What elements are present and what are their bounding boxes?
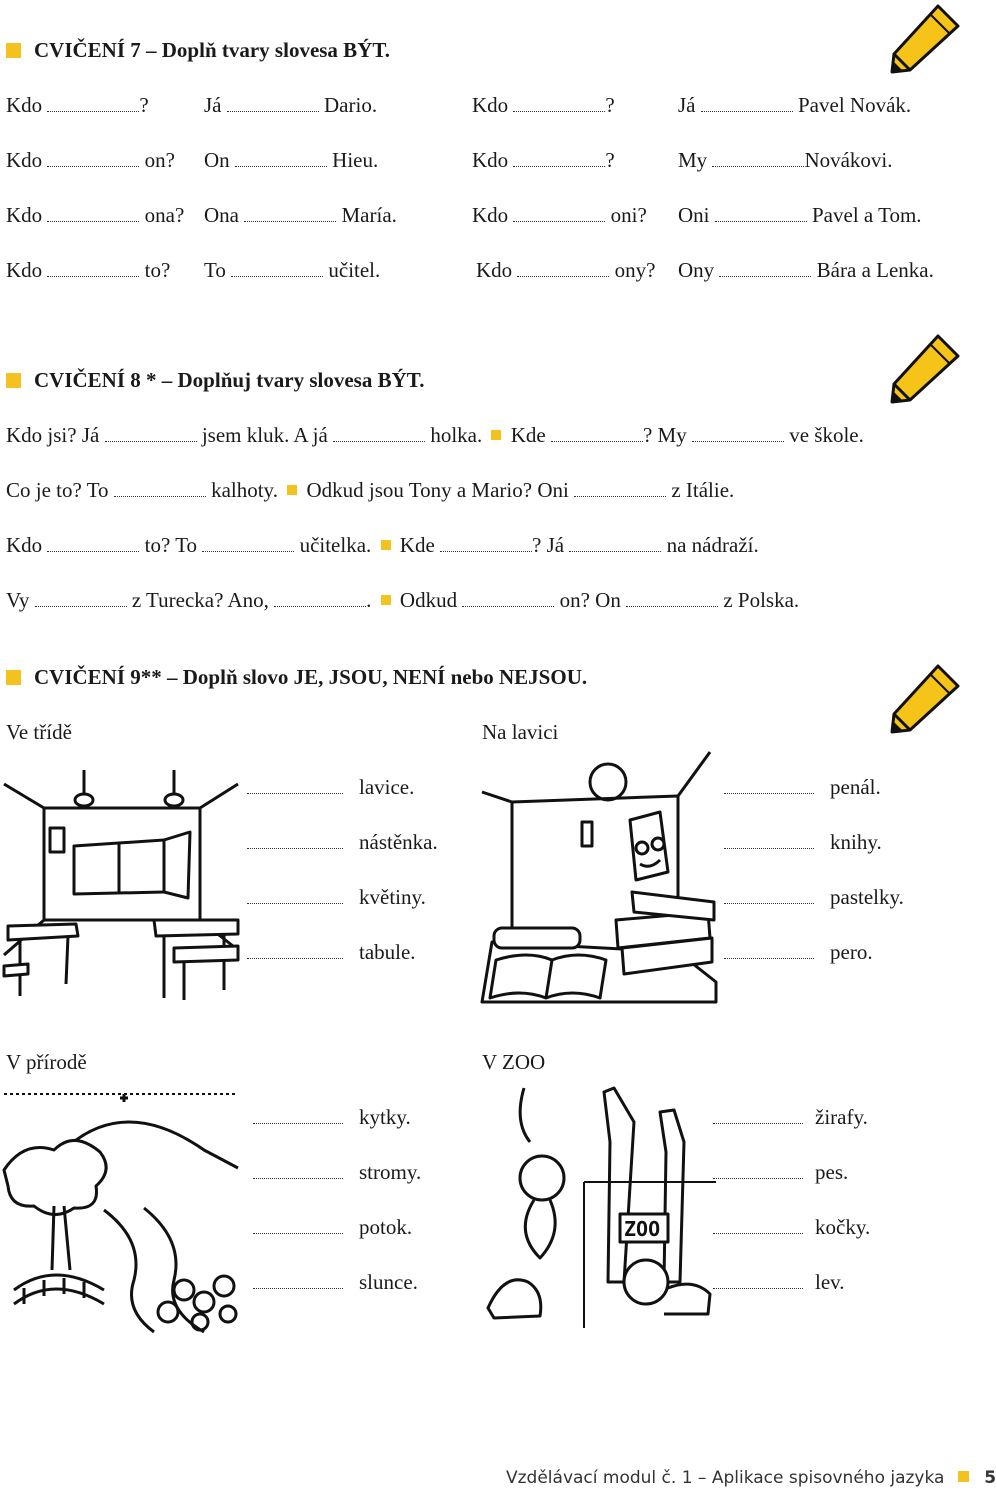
ex7-right-row-3: Kdo oni? — [472, 203, 647, 227]
section-marker — [6, 43, 21, 58]
desk-item-4 — [724, 939, 814, 965]
zoo-item-1 — [713, 1104, 803, 1130]
answer-blank[interactable] — [724, 779, 814, 794]
zoo-item-4 — [713, 1269, 803, 1295]
ex7-left-row-2-answer: On Hieu. — [204, 148, 379, 172]
answer-blank[interactable] — [253, 1164, 343, 1179]
footer-text: Vzdělávací modul č. 1 – Aplikace spisovného jazyka — [506, 1468, 945, 1488]
answer-blank[interactable] — [231, 262, 323, 277]
ex7-left-row-3: Kdo ona? — [6, 203, 185, 227]
nature-illustration — [4, 1090, 238, 1332]
ex8-line-1: Kdo jsi? Já jsem kluk. A já holka. Kde ? My ve škole. — [6, 423, 864, 447]
answer-blank[interactable] — [247, 779, 343, 794]
ex7-left-row-2: Kdo on? — [6, 148, 175, 172]
answer-blank[interactable] — [253, 1219, 343, 1234]
ex7-right-row-2: Kdo ? — [472, 148, 615, 172]
answer-blank[interactable] — [724, 834, 814, 849]
classroom-illustration — [4, 770, 238, 1002]
zoo-word: pes. — [815, 1160, 849, 1184]
section-marker — [6, 670, 21, 685]
classroom-item-4 — [247, 939, 343, 965]
desk-word: pastelky. — [830, 885, 904, 909]
answer-blank[interactable] — [227, 97, 319, 112]
nature-item-1 — [253, 1104, 343, 1130]
zoo-sign: ZOO — [624, 1217, 661, 1241]
answer-blank[interactable] — [253, 1274, 343, 1289]
classroom-word: květiny. — [359, 885, 426, 909]
exercise-9-title: CVIČENÍ 9** – Doplň slovo JE, JSOU, NENÍ nebo NEJSOU. — [34, 665, 588, 689]
answer-blank[interactable] — [551, 427, 643, 442]
ex8-line-4: Vy z Turecka? Ano, . Odkud on? On z Polska. — [6, 588, 800, 612]
nature-word: stromy. — [359, 1160, 422, 1184]
ex7-left-row-1-answer: Já Dario. — [204, 93, 378, 117]
answer-blank[interactable] — [712, 152, 804, 167]
answer-blank[interactable] — [235, 152, 327, 167]
exercise-7-title: CVIČENÍ 7 – Doplň tvary slovesa BÝT. — [34, 38, 391, 62]
answer-blank[interactable] — [713, 1164, 803, 1179]
answer-blank[interactable] — [247, 889, 343, 904]
answer-blank[interactable] — [274, 592, 366, 607]
answer-blank[interactable] — [713, 1219, 803, 1234]
classroom-item-2 — [247, 829, 343, 855]
footer-marker — [958, 1471, 969, 1482]
classroom-item-1 — [247, 774, 343, 800]
answer-blank[interactable] — [574, 482, 666, 497]
section-marker — [6, 373, 21, 388]
heading-nature: V přírodě — [6, 1050, 87, 1074]
pencil-icon — [884, 332, 960, 404]
heading-zoo: V ZOO — [482, 1050, 546, 1074]
answer-blank[interactable] — [333, 427, 425, 442]
nature-item-3 — [253, 1214, 343, 1240]
answer-blank[interactable] — [692, 427, 784, 442]
ex7-right-row-3-answer: Oni Pavel a Tom. — [678, 203, 922, 227]
nature-word: potok. — [359, 1215, 413, 1239]
desk-item-3 — [724, 884, 814, 910]
answer-blank[interactable] — [253, 1109, 343, 1124]
answer-blank[interactable] — [569, 537, 661, 552]
page-number: 5 — [984, 1468, 996, 1488]
nature-item-4 — [253, 1269, 343, 1295]
answer-blank[interactable] — [626, 592, 718, 607]
desk-word: penál. — [830, 775, 881, 799]
ex7-left-row-4-answer: To učitel. — [204, 258, 381, 282]
answer-blank[interactable] — [713, 1109, 803, 1124]
ex8-line-2: Co je to? To kalhoty. Odkud jsou Tony a Mario? Oni z Itálie. — [6, 478, 735, 502]
answer-blank[interactable] — [440, 537, 532, 552]
ex8-line-3: Kdo to? To učitelka. Kde ? Já na nádraží. — [6, 533, 759, 557]
answer-blank[interactable] — [105, 427, 197, 442]
answer-blank[interactable] — [724, 889, 814, 904]
classroom-word: tabule. — [359, 940, 416, 964]
answer-blank[interactable] — [247, 944, 343, 959]
answer-blank[interactable] — [701, 97, 793, 112]
ex7-right-row-2-answer: My Novákovi. — [678, 148, 893, 172]
pencil-icon — [884, 2, 960, 74]
zoo-illustration — [484, 1082, 716, 1328]
zoo-word: žirafy. — [815, 1105, 868, 1129]
answer-blank[interactable] — [513, 97, 605, 112]
heading-desk: Na lavici — [482, 720, 559, 744]
desk-word: pero. — [830, 940, 873, 964]
ex7-right-row-4: Kdo ony? — [476, 258, 656, 282]
answer-blank[interactable] — [47, 262, 139, 277]
answer-blank[interactable] — [47, 207, 139, 222]
classroom-item-3 — [247, 884, 343, 910]
answer-blank[interactable] — [47, 537, 139, 552]
nature-word: kytky. — [359, 1105, 411, 1129]
answer-blank[interactable] — [713, 1274, 803, 1289]
zoo-item-3 — [713, 1214, 803, 1240]
classroom-word: nástěnka. — [359, 830, 438, 854]
answer-blank[interactable] — [35, 592, 127, 607]
classroom-word: lavice. — [359, 775, 415, 799]
answer-blank[interactable] — [517, 262, 609, 277]
ex7-left-row-4: Kdo to? — [6, 258, 171, 282]
ex7-right-row-1-answer: Já Pavel Novák. — [678, 93, 912, 117]
answer-blank[interactable] — [719, 262, 811, 277]
answer-blank[interactable] — [47, 97, 139, 112]
ex7-left-row-1: Kdo ? — [6, 93, 149, 117]
answer-blank[interactable] — [47, 152, 139, 167]
answer-blank[interactable] — [715, 207, 807, 222]
answer-blank[interactable] — [513, 152, 605, 167]
nature-word: slunce. — [359, 1270, 418, 1294]
answer-blank[interactable] — [724, 944, 814, 959]
ex7-right-row-4-answer: Ony Bára a Lenka. — [678, 258, 934, 282]
footer — [506, 1468, 996, 1488]
pencil-icon — [884, 662, 960, 734]
ex7-right-row-1: Kdo ? — [472, 93, 615, 117]
exercise-8-title: CVIČENÍ 8 * – Doplňuj tvary slovesa BÝT. — [34, 368, 425, 392]
answer-blank[interactable] — [244, 207, 336, 222]
desk-illustration — [482, 752, 716, 1002]
bullet-square — [491, 430, 501, 440]
bullet-square — [287, 485, 297, 495]
desk-item-2 — [724, 829, 814, 855]
bullet-square — [381, 595, 391, 605]
answer-blank[interactable] — [114, 482, 206, 497]
zoo-word: lev. — [815, 1270, 845, 1294]
zoo-word: kočky. — [815, 1215, 871, 1239]
answer-blank[interactable] — [247, 834, 343, 849]
answer-blank[interactable] — [513, 207, 605, 222]
heading-classroom: Ve třídě — [6, 720, 72, 744]
bullet-square — [381, 540, 391, 550]
nature-item-2 — [253, 1159, 343, 1185]
desk-item-1 — [724, 774, 814, 800]
desk-word: knihy. — [830, 830, 882, 854]
zoo-item-2 — [713, 1159, 803, 1185]
answer-blank[interactable] — [202, 537, 294, 552]
ex7-left-row-3-answer: Ona María. — [204, 203, 397, 227]
answer-blank[interactable] — [462, 592, 554, 607]
